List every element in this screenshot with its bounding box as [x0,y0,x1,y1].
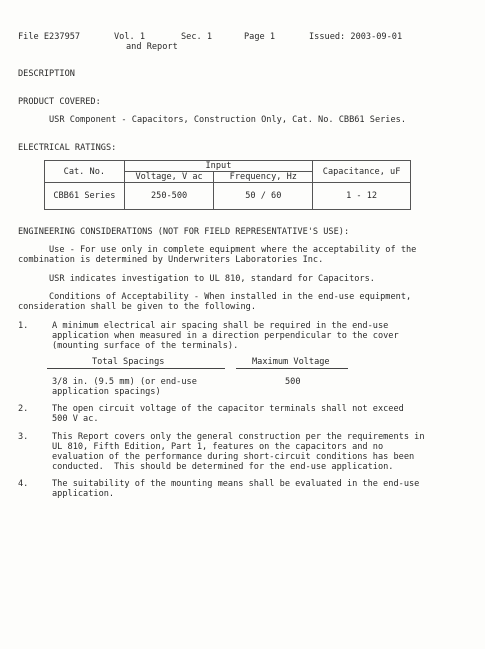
conditions-line-2: consideration shall be given to the following. [18,302,256,312]
item-line: application. [52,489,115,499]
engineering-heading: ENGINEERING CONSIDERATIONS (NOT FOR FIELD REPRESENTATIVE'S USE): [18,227,350,237]
item-line: The open circuit voltage of the capacitor terminals shall not exceed [52,404,404,414]
page-number: Page 1 [244,32,276,42]
use-line-2: combination is determined by Underwriters Laboratories Inc. [18,255,324,265]
item-number: 3. [18,432,29,442]
item-line: evaluation of the performance during short-circuit conditions has been [52,452,415,462]
electrical-ratings-heading: ELECTRICAL RATINGS: [18,143,117,153]
description-heading: DESCRIPTION [18,69,75,79]
total-spacings-underline [47,368,225,369]
product-text: USR Component - Capacitors, Construction Only, Cat. No. CBB61 Series. [49,115,406,125]
input-header: Input [124,161,312,172]
issue-date: Issued: 2003-09-01 [309,32,403,42]
cat-no-header: Cat. No. [45,161,125,183]
max-voltage-value: 500 [285,377,301,387]
capacitance-cell: 1 - 12 [313,183,411,210]
frequency-cell: 50 / 60 [214,183,313,210]
item-line: The suitability of the mounting means shall be evaluated in the end-use [52,479,420,489]
voltage-cell: 250-500 [124,183,214,210]
item-line: UL 810, Fifth Edition, Part 1, features on the capacitors and no [52,442,384,452]
use-line-1: Use - For use only in complete equipment where the acceptability of the [49,245,417,255]
item-number: 4. [18,479,29,489]
spacing-value-line-2: application spacings) [52,387,161,397]
table-row [45,183,411,210]
file-number: File E237957 [18,32,81,42]
frequency-header: Frequency, Hz [214,172,313,183]
item-number: 1. [18,321,29,331]
conditions-line-1: Conditions of Acceptability - When installed in the end-use equipment, [49,292,412,302]
ratings-table [44,160,411,210]
and-report: and Report [126,42,178,52]
item-line: This Report covers only the general construction per the requirements in [52,432,425,442]
max-voltage-underline [236,368,348,369]
item-line: (mounting surface of the terminals). [52,341,239,351]
volume: Vol. 1 [114,32,146,42]
max-voltage-header: Maximum Voltage [252,357,330,367]
item-line: 500 V ac. [52,414,99,424]
cat-no-cell: CBB61 Series [45,183,125,210]
usr-line: USR indicates investigation to UL 810, standard for Capacitors. [49,274,375,284]
voltage-header: Voltage, V ac [124,172,214,183]
section: Sec. 1 [181,32,213,42]
item-line: conducted. This should be determined for the end-use application. [52,462,394,472]
item-line: A minimum electrical air spacing shall be required in the end-use [52,321,389,331]
total-spacings-header: Total Spacings [92,357,165,367]
capacitance-header: Capacitance, uF [313,161,411,183]
spacing-value-line-1: 3/8 in. (9.5 mm) (or end-use [52,377,197,387]
item-number: 2. [18,404,29,414]
item-line: application when measured in a direction perpendicular to the cover [52,331,399,341]
product-covered-heading: PRODUCT COVERED: [18,97,101,107]
